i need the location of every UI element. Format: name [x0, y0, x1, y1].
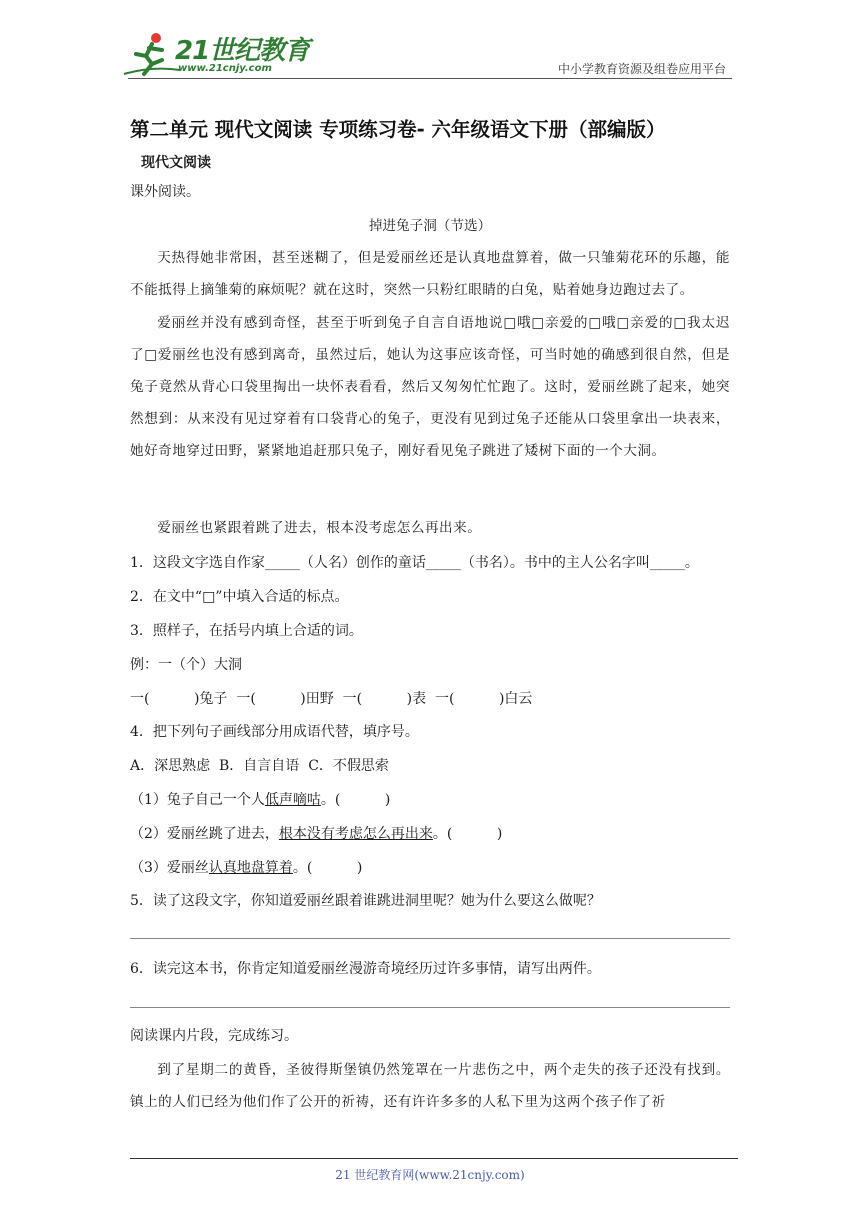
answer-line-5	[130, 938, 730, 939]
question-4-sentence-2	[130, 823, 502, 843]
runner-logo-icon	[122, 30, 182, 80]
sentence-3-answer: 。( )	[292, 860, 363, 876]
question-4-options: A．深思熟虑 B．自言自语 C．不假思索	[130, 758, 389, 774]
passage-paragraph-1: 天热得她非常困，甚至迷糊了，但是爱丽丝还是认真地盘算着，做一只雏菊花环的乐趣，能不能抵得上摘雏菊的麻烦呢？就在这时，突然一只粉红眼睛的白兔，贴着她身边跑过去了。	[130, 250, 730, 298]
header-divider	[128, 78, 732, 79]
sentence-2-text: （2）爱丽丝跳了进去，	[130, 826, 279, 842]
sentence-2-underlined: 根本没有考虑怎么再出来	[278, 826, 433, 842]
question-3-items: 一( )兔子 一( )田野 一( )表 一( )白云	[130, 691, 533, 707]
passage-paragraph-3: 爱丽丝也紧跟着跳了进去，根本没考虑怎么再出来。	[157, 520, 482, 536]
sentence-1-answer: 。( )	[320, 792, 391, 808]
question-5: 5．读了这段文字，你知道爱丽丝跟着谁跳进洞里呢？她为什么要这么做呢？	[130, 893, 601, 909]
question-6: 6．读完这本书，你肯定知道爱丽丝漫游奇境经历过许多事情，请写出两件。	[130, 961, 601, 977]
question-1: 1．这段文字选自作家_____（人名）创作的童话_____（书名）。书中的主人公名字叫_____。	[130, 555, 699, 571]
sentence-3-underlined: 认真地盘算着	[208, 860, 293, 876]
sentence-1-text: （1）兔子自己一个人	[130, 792, 265, 808]
answer-line-6	[130, 1007, 730, 1008]
footer-text: 21 世纪教育网(www.21cnjy.com)	[335, 1168, 525, 1182]
question-2: 2．在文中“□”中填入合适的标点。	[130, 589, 349, 605]
question-3: 3．照样子，在括号内填上合适的词。	[130, 623, 363, 639]
sentence-3-text: （3）爱丽丝	[130, 860, 209, 876]
footer-divider	[130, 1158, 738, 1159]
question-4-sentence-3	[130, 857, 362, 877]
question-4-sentence-1	[130, 789, 390, 809]
part2-paragraph-1: 到了星期二的黄昏，圣彼得斯堡镇仍然笼罩在一片悲伤之中，两个走失的孩子还没有找到。镇上的人们已经为他们作了公开的祈祷，还有许许多多的人私下里为这两个孩子作了祈	[130, 1062, 730, 1110]
intro-text: 课外阅读。	[130, 184, 200, 200]
sentence-1-underlined: 低声嘀咕	[264, 792, 321, 808]
logo-url: www.21cnjy.com	[178, 63, 272, 74]
question-3-example: 例：一（个）大洞	[130, 657, 242, 673]
question-4: 4．把下列句子画线部分用成语代替，填序号。	[130, 724, 419, 740]
header	[0, 0, 860, 90]
logo-text: 21世纪教育	[175, 36, 310, 66]
platform-name: 中小学教育资源及组卷应用平台	[557, 62, 726, 76]
part2-intro: 阅读课内片段，完成练习。	[130, 1028, 298, 1044]
section-heading: 现代文阅读	[141, 155, 211, 171]
passage-paragraph-2: 爱丽丝并没有感到奇怪，甚至于听到兔子自言自语地说□哦□亲爱的□哦□亲爱的□我太迟了□爱丽丝也没有感到离奇，虽然过后，她认为这事应该奇怪，可当时她的确感到很自然，但是兔子竟然从背心口袋里掏出一块怀表看看，然后又匆匆忙忙跑了。这时，爱丽丝跳了起来，她突然想到：从来没有见过穿着有口袋背心的兔子，更没有见到过兔子还能从口袋里拿出一块表来，她好奇地穿过田野，紧紧地追赶那只兔子，刚好看见兔子跳进了矮树下面的一个大洞。	[130, 315, 730, 459]
page-title: 第二单元 现代文阅读 专项练习卷- 六年级语文下册（部编版）	[130, 118, 666, 141]
passage-title: 掉进兔子洞（节选）	[368, 218, 492, 234]
sentence-2-answer: 。( )	[432, 826, 503, 842]
